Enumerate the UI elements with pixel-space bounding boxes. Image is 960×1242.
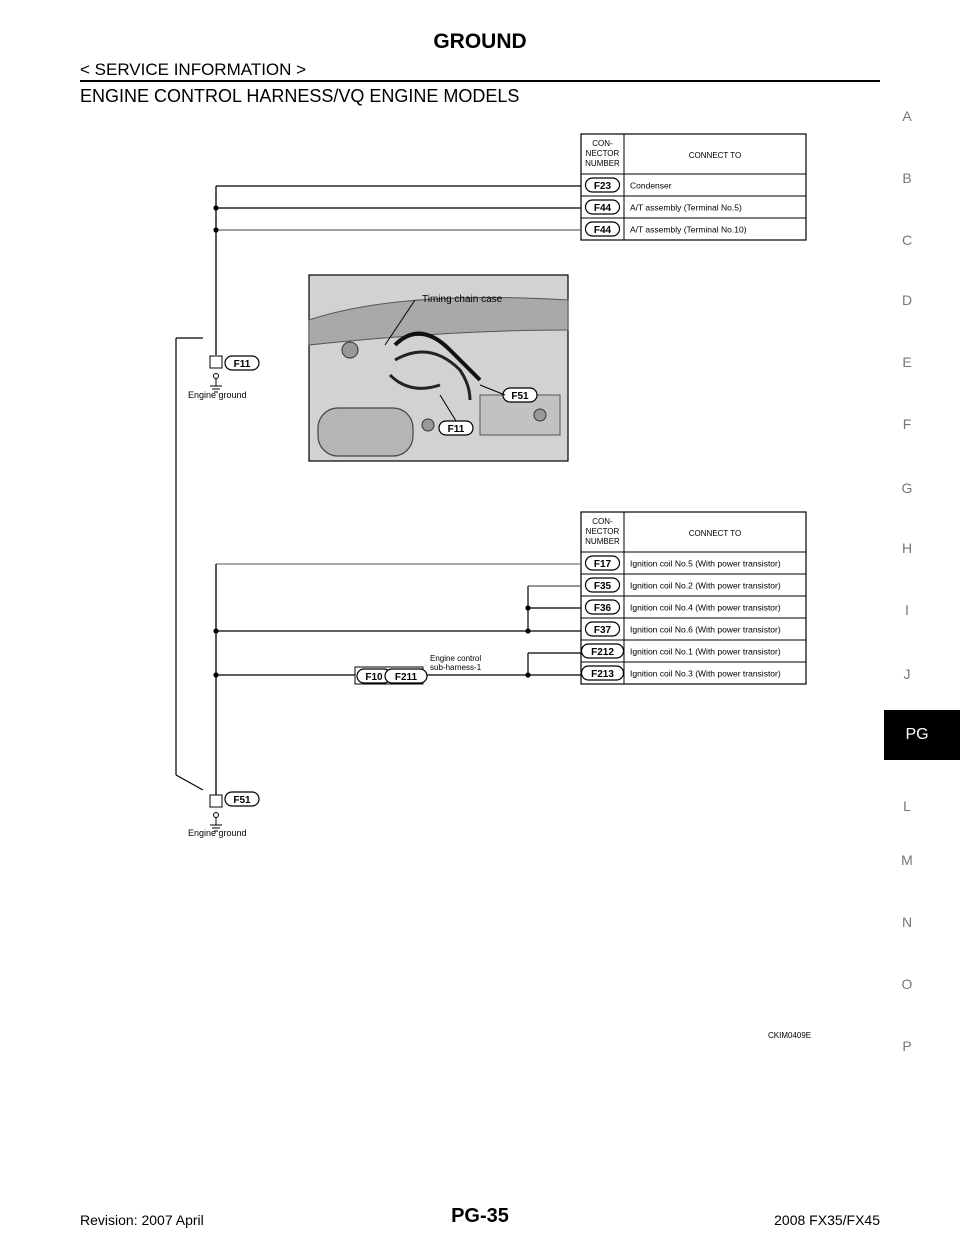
connector-table-1-row-3-connect-to: A/T assembly (Terminal No.10) — [630, 224, 747, 235]
connector-table-2-row-5-connector-label: F212 — [591, 647, 614, 658]
ground-f11-terminal — [210, 356, 222, 368]
side-index-letter-b[interactable]: B — [902, 170, 912, 186]
connector-table-2-row-5-connect-to: Ignition coil No.1 (With power transistor) — [630, 646, 781, 657]
connector-table-1-header-right: CONNECT TO — [688, 151, 742, 160]
splice-lower-1 — [213, 628, 218, 633]
splice-lower-2 — [213, 672, 218, 677]
splice-f44-5 — [213, 205, 218, 210]
engine-photo-bolt-2 — [534, 409, 546, 421]
ground-f51-label: Engine ground — [188, 828, 247, 838]
ground-f51-ring — [214, 813, 219, 818]
footer-model: 2008 FX35/FX45 — [774, 1212, 880, 1228]
ground-f11-label: Engine ground — [188, 390, 247, 400]
connector-table-2-row-2-connector-label: F35 — [593, 581, 612, 592]
subharness-label-2: sub-harness-1 — [430, 663, 482, 672]
side-index-letter-a[interactable]: A — [902, 108, 912, 124]
connector-table-2-row-4-connect-to: Ignition coil No.6 (With power transistor) — [630, 624, 781, 635]
ground-f11-ring — [214, 374, 219, 379]
side-index-active-label: PG — [905, 726, 929, 743]
connector-table-1-row-1-connect-to: Condenser — [630, 180, 672, 191]
subharness-connector-f211-label: F211 — [394, 672, 418, 683]
engine-photo-pipe — [318, 408, 413, 456]
side-index-letter-m[interactable]: M — [901, 852, 913, 868]
side-index-letter-l[interactable]: L — [903, 798, 911, 814]
connector-table-2-header-left-1: CON- — [592, 517, 613, 526]
connector-table-1-header-left-3: NUMBER — [585, 159, 620, 168]
connector-table-1-header-left-2: NECTOR — [585, 149, 620, 158]
splice-f36 — [525, 605, 530, 610]
figure-code: CKIM0409E — [768, 1031, 812, 1040]
ground-f51-terminal — [210, 795, 222, 807]
footer-page-number: PG-35 — [451, 1205, 509, 1227]
connector-table-1-row-1-connector-label: F23 — [593, 181, 612, 192]
side-index-letter-n[interactable]: N — [901, 914, 913, 930]
connector-table-2-header-left-2: NECTOR — [585, 527, 620, 536]
subharness-connector-f10-label: F10 — [365, 672, 383, 683]
splice-f37 — [525, 628, 530, 633]
side-index-letter-f[interactable]: F — [902, 416, 912, 432]
side-index-letter-h[interactable]: H — [901, 540, 913, 556]
rail-bottom — [176, 775, 203, 790]
subharness-label-1: Engine control — [430, 654, 482, 663]
splice-f213 — [525, 672, 530, 677]
connector-table-2-row-1-connector-label: F17 — [593, 559, 612, 570]
side-index-letter-g[interactable]: G — [901, 480, 913, 496]
engine-photo-bolt-1 — [342, 342, 358, 358]
connector-table-2-row-2-connect-to: Ignition coil No.2 (With power transistor) — [630, 580, 781, 591]
section-title: ENGINE CONTROL HARNESS/VQ ENGINE MODELS — [80, 86, 520, 106]
connector-table-1-row-2-connector-label: F44 — [593, 203, 612, 214]
footer-revision: Revision: 2007 April — [80, 1212, 204, 1228]
section-breadcrumb: < SERVICE INFORMATION > — [80, 60, 307, 79]
engine-photo-caption: Timing chain case — [422, 294, 503, 305]
side-index-letter-j[interactable]: J — [903, 666, 911, 682]
connector-table-2-row-6-connector-label: F213 — [591, 669, 614, 680]
connector-table-2-row-1-connect-to: Ignition coil No.5 (With power transistor) — [630, 558, 781, 569]
engine-photo-label-f11-label: F11 — [447, 424, 465, 435]
splice-f44-10 — [213, 227, 218, 232]
connector-table-1-row-3-connector-label: F44 — [593, 225, 612, 236]
engine-photo-bolt-3 — [422, 419, 434, 431]
connector-table-2-row-6-connect-to: Ignition coil No.3 (With power transistor) — [630, 668, 781, 679]
connector-table-2-row-3-connector-label: F36 — [593, 603, 612, 614]
side-index-letter-p[interactable]: P — [902, 1038, 912, 1054]
ground-f51-connector-label: F51 — [233, 795, 251, 806]
side-index-letter-o[interactable]: O — [901, 976, 913, 992]
connector-table-2-header-left-3: NUMBER — [585, 537, 620, 546]
connector-table-2-row-3-connect-to: Ignition coil No.4 (With power transistor) — [630, 602, 781, 613]
page-title: GROUND — [433, 30, 527, 53]
connector-table-2-row-4-connector-label: F37 — [593, 625, 612, 636]
engine-photo-label-f51-label: F51 — [511, 391, 529, 402]
connector-table-1-header-left-1: CON- — [592, 139, 613, 148]
connector-table-2-header-right: CONNECT TO — [688, 529, 742, 538]
side-index-letter-d[interactable]: D — [901, 292, 913, 308]
side-index-letter-i[interactable]: I — [905, 602, 909, 618]
connector-table-1-row-2-connect-to: A/T assembly (Terminal No.5) — [630, 202, 742, 213]
side-index-letter-e[interactable]: E — [902, 354, 912, 370]
ground-f11-connector-label: F11 — [233, 359, 251, 370]
side-index-letter-c[interactable]: C — [901, 232, 913, 248]
